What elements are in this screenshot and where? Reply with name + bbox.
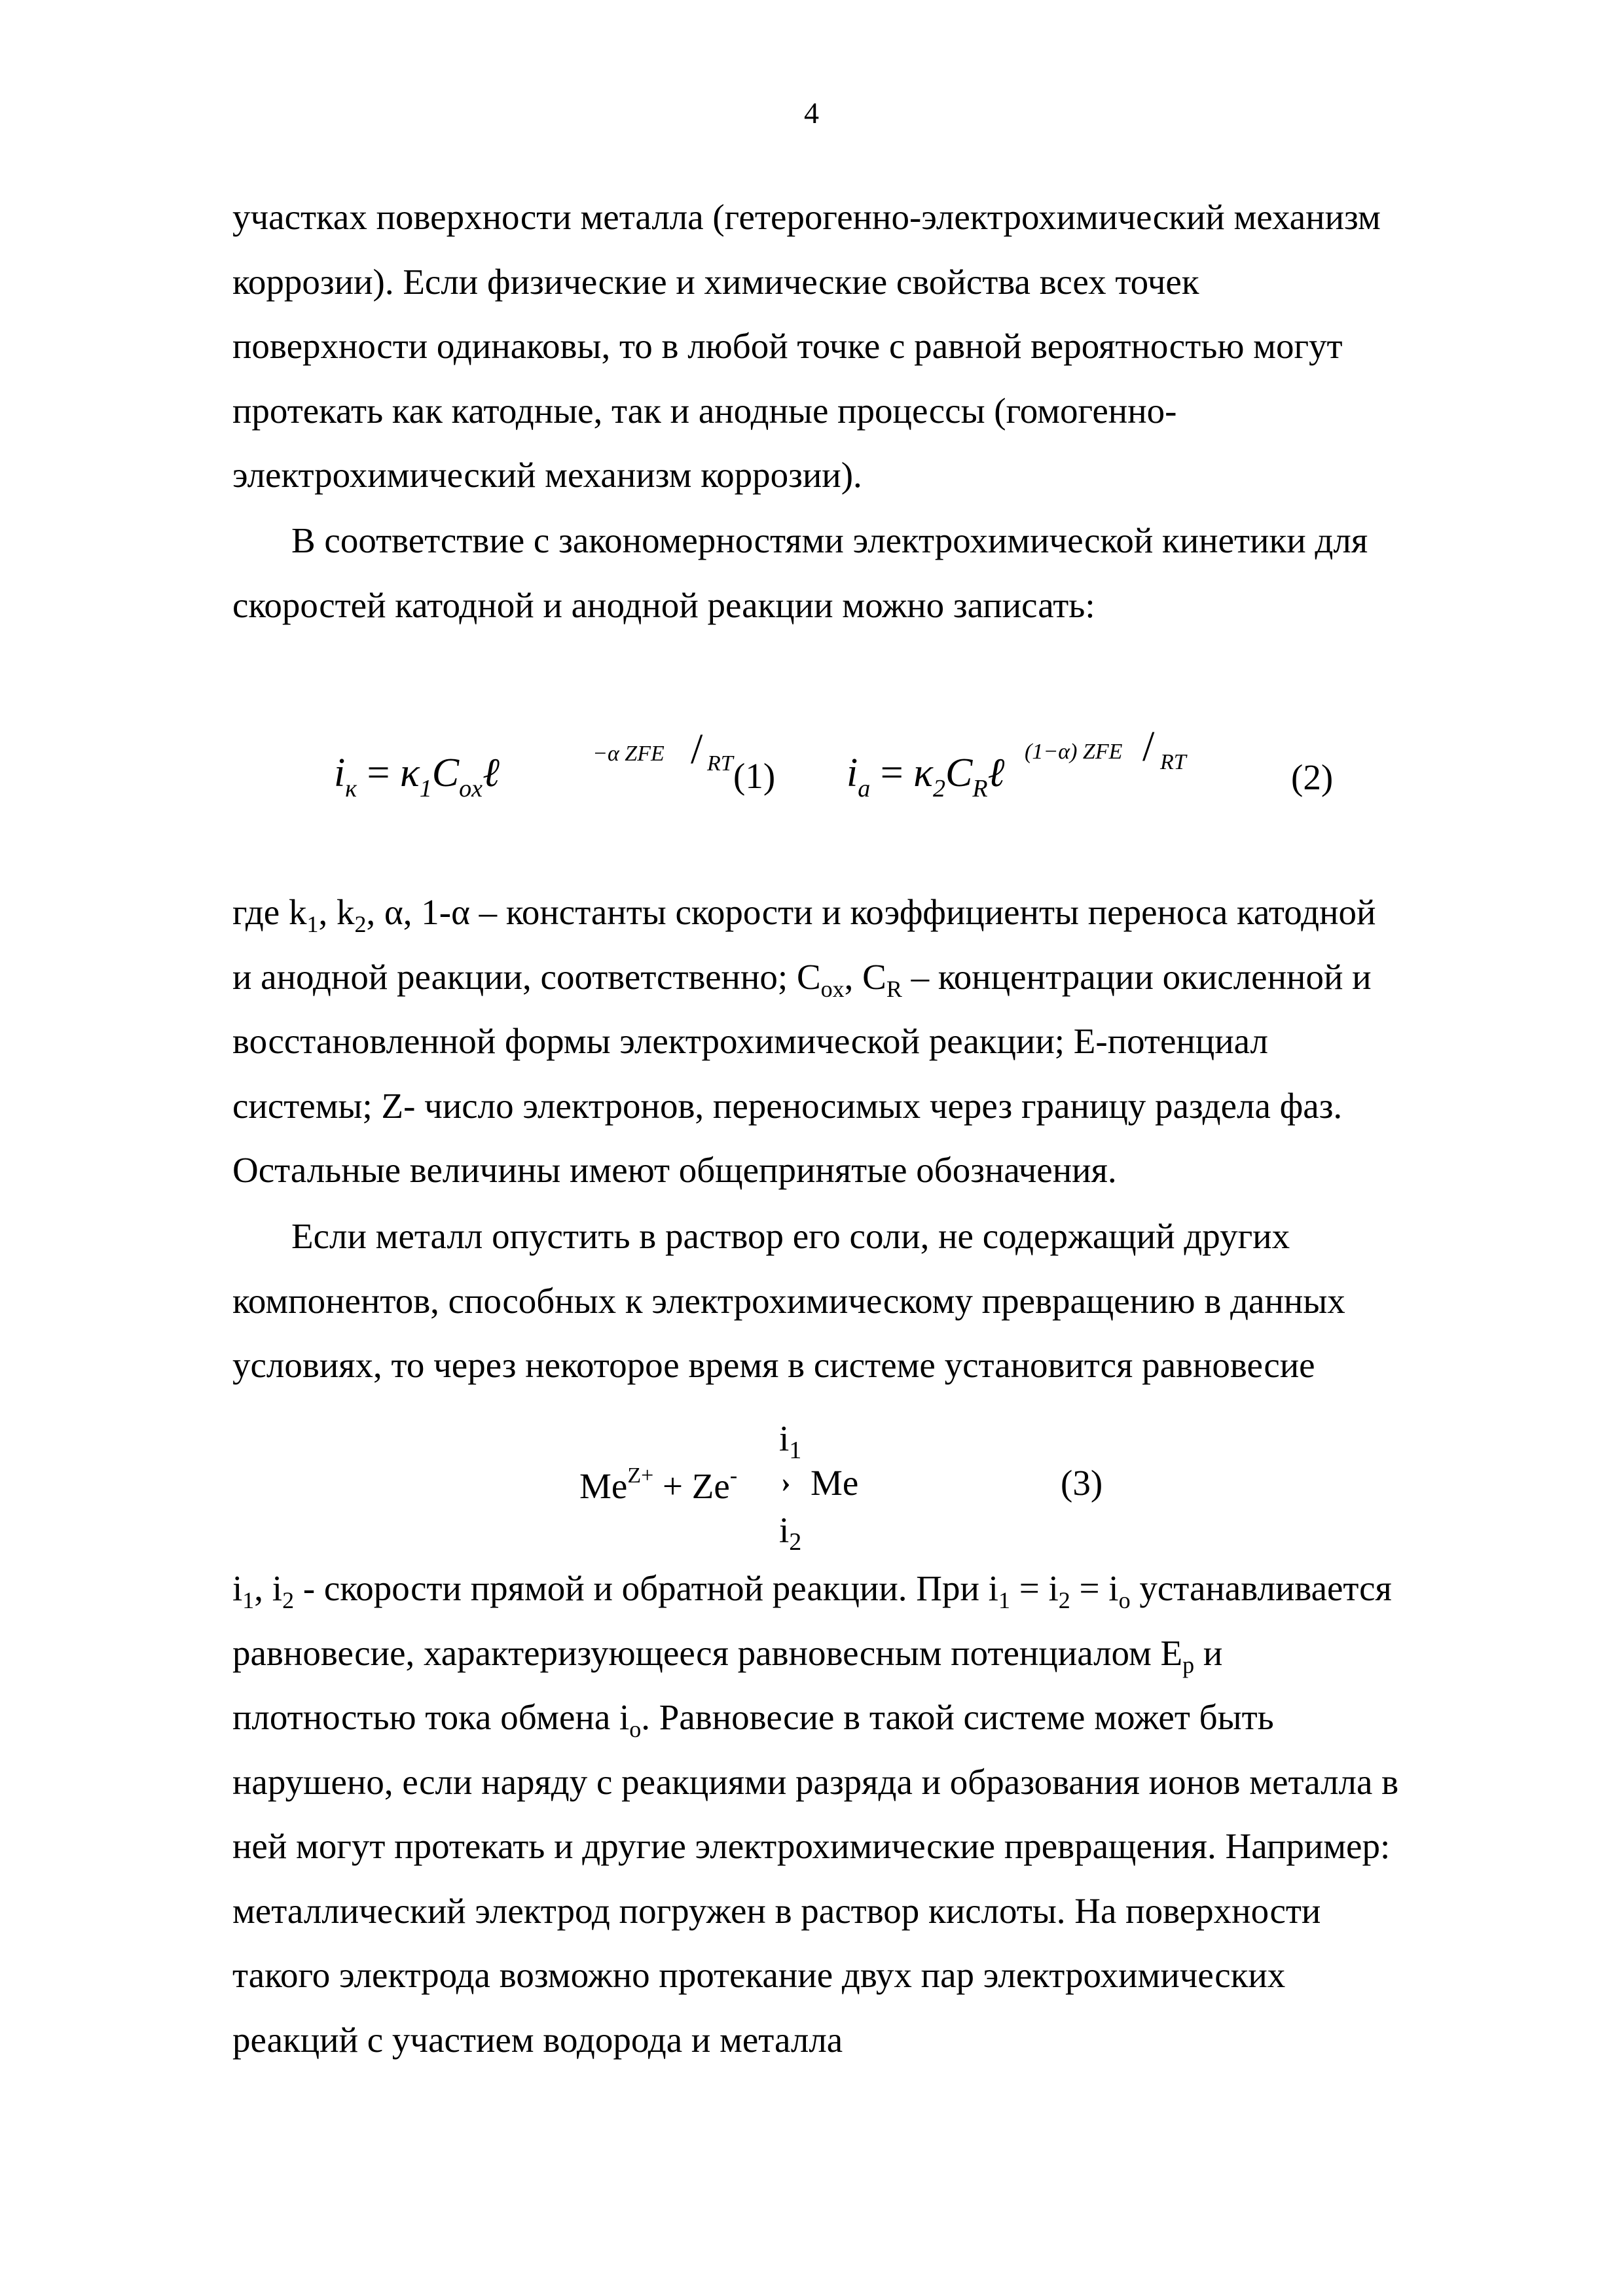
subscript: ox bbox=[820, 975, 845, 1002]
eq3-plus-ze: + Ze bbox=[663, 1466, 730, 1506]
text-line: нарушено, если наряду с реакциями разряда и образования ионов металла в bbox=[232, 1761, 1399, 1802]
subscript: 1 bbox=[998, 1587, 1010, 1613]
eq1-conc: C bbox=[431, 751, 460, 795]
text-line: системы; Z- число электронов, переносимых через границу раздела фаз. bbox=[232, 1085, 1343, 1126]
eq1-denominator: RT bbox=[707, 751, 733, 776]
eq3-arrow: › bbox=[781, 1466, 791, 1498]
text-fragment: , i bbox=[254, 1568, 283, 1608]
eq2-exp-base: ℓ bbox=[987, 751, 1005, 795]
text-line bbox=[232, 1621, 1460, 1686]
text-fragment: равновесие, характеризующееся равновесным потенциалом E bbox=[232, 1632, 1183, 1673]
text-fragment: - скорости прямой и обратной реакции. При i bbox=[294, 1568, 998, 1608]
paragraph-constants-definition bbox=[232, 880, 1460, 1203]
eq1-coef-sub: 1 bbox=[419, 775, 432, 802]
eq3-me: Me bbox=[579, 1466, 628, 1506]
text-line: компонентов, способных к электрохимическому превращению в данных bbox=[232, 1280, 1345, 1321]
text-line: ней могут протекать и другие электрохимические превращения. Например: bbox=[232, 1826, 1391, 1866]
text-fragment: , α, 1-α – константы скорости и коэффициенты переноса катодной bbox=[366, 892, 1376, 932]
text-line bbox=[232, 1556, 1460, 1621]
text-fragment: i bbox=[232, 1568, 243, 1608]
text-line: В соответствие с закономерностями электрохимической кинетики для bbox=[291, 520, 1368, 560]
text-line: протекать как катодные, так и анодные процессы (гомогенно- bbox=[232, 390, 1177, 431]
subscript: p bbox=[1182, 1651, 1195, 1678]
subscript: o bbox=[1118, 1587, 1131, 1613]
text-fragment: = i bbox=[1010, 1568, 1059, 1608]
text-line: условиях, то через некоторое время в системе установится равновесие bbox=[232, 1345, 1315, 1385]
equation-metal-equilibrium bbox=[579, 1465, 737, 1504]
eq3-product: Me bbox=[811, 1463, 859, 1503]
eq1-conc-sub: ox bbox=[459, 775, 483, 802]
eq1-exp-base: ℓ bbox=[482, 751, 500, 795]
equation-cathodic-rate bbox=[334, 751, 500, 802]
text-fragment: . Равновесие в такой системе может быть bbox=[641, 1697, 1274, 1737]
eq2-denominator: RT bbox=[1160, 750, 1186, 774]
eq2-exponent: (1−α) ZFE bbox=[1025, 740, 1123, 764]
text-fragment: , k bbox=[318, 892, 355, 932]
eq1-slash: / bbox=[691, 725, 703, 773]
eq2-conc: C bbox=[945, 751, 973, 795]
text-fragment: устанавливается bbox=[1130, 1568, 1392, 1608]
eq2-slash: / bbox=[1142, 723, 1155, 770]
subscript: o bbox=[629, 1716, 642, 1742]
subscript: 2 bbox=[282, 1587, 295, 1613]
text-line: электрохимический механизм коррозии). bbox=[232, 455, 862, 495]
text-line: такого электрода возможно протекание двух пар электрохимических bbox=[232, 1955, 1286, 1995]
text-line: скоростей катодной и анодной реакции можно записать: bbox=[232, 584, 1095, 625]
paragraph-equilibrium-intro bbox=[232, 1204, 1460, 1398]
subscript: 2 bbox=[354, 911, 367, 937]
eq2-coef: κ bbox=[913, 751, 933, 795]
text-line: участках поверхности металла (гетерогенно-электрохимический механизм bbox=[232, 197, 1381, 237]
eq2-coef-sub: 2 bbox=[932, 775, 945, 802]
eq1-number: (1) bbox=[733, 756, 776, 796]
text-line bbox=[232, 945, 1460, 1010]
eq1-lhs-sub: к bbox=[345, 775, 357, 802]
eq2-lhs: i bbox=[847, 751, 858, 795]
text-fragment: и bbox=[1194, 1632, 1223, 1673]
eq2-equals: = bbox=[880, 751, 903, 795]
page-number: 4 bbox=[804, 96, 819, 130]
eq3-top-label bbox=[779, 1420, 801, 1463]
eq1-equals: = bbox=[367, 751, 390, 795]
eq2-lhs-sub: a bbox=[858, 775, 871, 802]
eq3-top-i: i bbox=[779, 1418, 790, 1458]
equation-anodic-rate bbox=[847, 751, 1005, 802]
subscript: R bbox=[886, 975, 902, 1002]
paragraph-kinetics-intro bbox=[232, 509, 1460, 637]
subscript: 1 bbox=[242, 1587, 255, 1613]
text-line: коррозии). Если физические и химические свойства всех точек bbox=[232, 261, 1199, 302]
text-fragment: , C bbox=[844, 956, 886, 997]
eq2-conc-sub: R bbox=[972, 775, 988, 802]
text-line: поверхности одинаковы, то в любой точке с равной вероятностью могут bbox=[232, 326, 1343, 366]
eq2-number: (2) bbox=[1291, 757, 1334, 797]
subscript: 2 bbox=[1058, 1587, 1070, 1613]
eq1-exponent: −α ZFE bbox=[593, 742, 665, 766]
text-fragment: где k bbox=[232, 892, 307, 932]
text-fragment: и анодной реакции, соответственно; C bbox=[232, 956, 821, 997]
text-line: восстановленной формы электрохимической реакции; E-потенциал bbox=[232, 1021, 1269, 1061]
text-line: Остальные величины имеют общепринятые обозначения. bbox=[232, 1150, 1117, 1190]
text-fragment: плотностью тока обмена i bbox=[232, 1697, 630, 1737]
eq3-me-sup: Z+ bbox=[627, 1463, 654, 1488]
eq3-bottom-sub: 2 bbox=[789, 1528, 802, 1556]
text-fragment: = i bbox=[1070, 1568, 1119, 1608]
text-line: металлический электрод погружен в раствор кислоты. На поверхности bbox=[232, 1890, 1321, 1931]
eq3-number: (3) bbox=[1061, 1463, 1103, 1503]
text-line: реакций с участием водорода и металла bbox=[232, 2019, 843, 2060]
eq3-bottom-i: i bbox=[779, 1510, 790, 1550]
eq3-bottom-label bbox=[779, 1512, 801, 1554]
text-line bbox=[232, 1685, 1460, 1750]
eq1-lhs: i bbox=[334, 751, 346, 795]
eq3-top-sub: 1 bbox=[789, 1437, 802, 1464]
text-line bbox=[232, 880, 1460, 945]
paragraph-equilibrium-disturbance bbox=[232, 1556, 1460, 2072]
paragraph-corrosion-mechanism bbox=[232, 185, 1460, 508]
text-line: Если металл опустить в раствор его соли, не содержащий других bbox=[291, 1216, 1290, 1256]
eq3-ze-sup: - bbox=[729, 1463, 738, 1488]
eq1-coef: κ bbox=[399, 751, 420, 795]
text-fragment: – концентрации окисленной и bbox=[902, 956, 1372, 997]
subscript: 1 bbox=[306, 911, 319, 937]
